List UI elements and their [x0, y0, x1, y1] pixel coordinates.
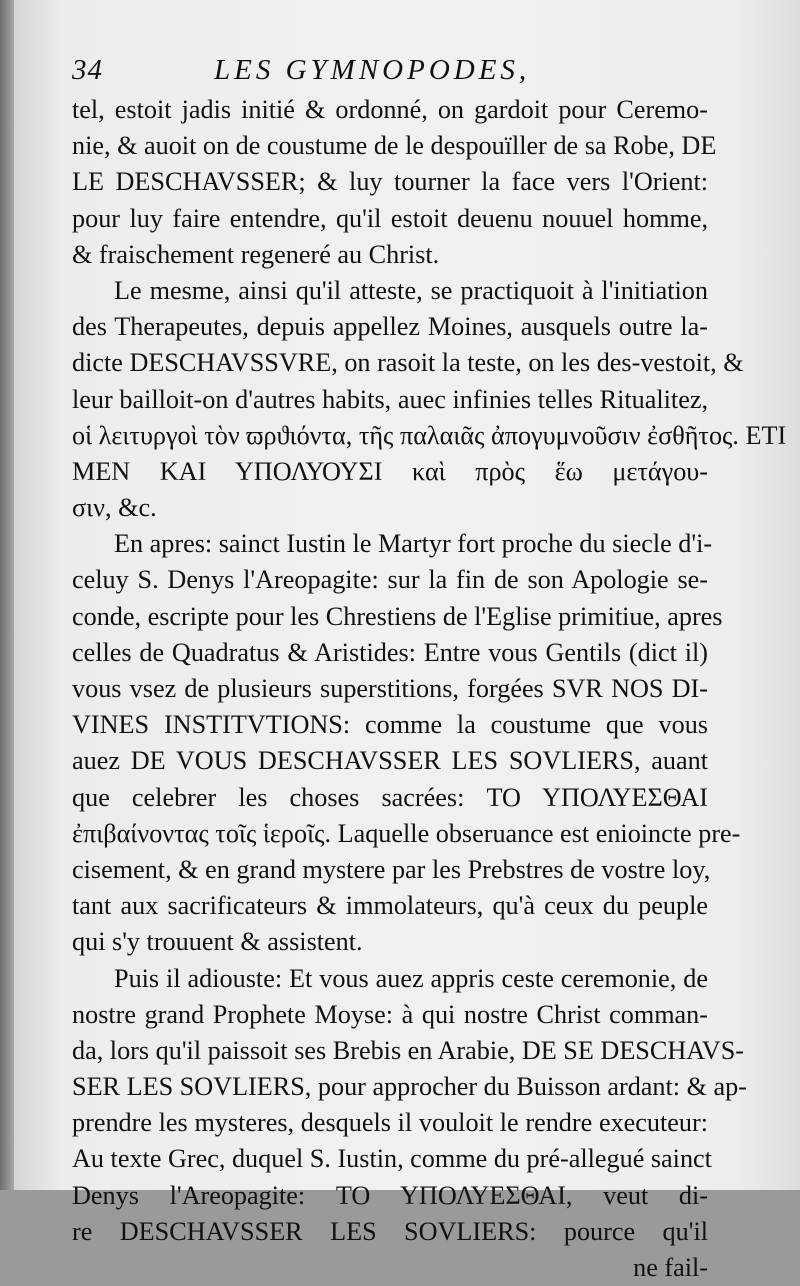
text-line: Au texte Grec, duquel S. Iustin, comme du pré-allegué sainct: [72, 1144, 712, 1174]
page-number: 34: [72, 54, 103, 86]
text-line: tant aux sacrificateurs & immolateurs, qu'à ceux du peuple: [72, 891, 708, 921]
running-title: LES GYMNOPODES,: [214, 54, 531, 86]
text-line: ΜΕΝ ΚΑΙ ΥΠΟΛΥΟΥΣΙ καὶ πρὸς ἕω μετάγου-: [72, 456, 708, 486]
text-line: LE DESCHAVSSER; & luy tourner la face vers l'Orient:: [72, 167, 708, 197]
text-line: vous vsez de plusieurs superstitions, forgées SVR NOS DI-: [72, 674, 708, 703]
text-line: nostre grand Prophete Moyse: à qui nostre Christ comman-: [72, 999, 708, 1029]
text-line: Le mesme, ainsi qu'il atteste, se practiquoit à l'initiation: [114, 275, 708, 305]
catchword: ne fail-: [633, 1253, 708, 1282]
text-line: Puis il adiouste: Et vous auez appris ceste ceremonie, de: [114, 963, 708, 993]
text-line: celuy S. Denys l'Areopagite: sur la fin de son Apologie se-: [72, 565, 708, 595]
text-line: auez DE VOUS DESCHAVSSER LES SOVLIERS, auant: [72, 746, 708, 776]
text-line: nie, & auoit on de coustume de le despouïller de sa Robe, DE: [72, 131, 717, 161]
text-line: qui s'y trouuent & assistent.: [72, 927, 363, 957]
book-gutter: [0, 0, 14, 1190]
text-line: des Therapeutes, depuis appellez Moines, ausquels outre la-: [72, 312, 708, 342]
text-line: re DESCHAVSSER LES SOVLIERS: pource qu'il: [72, 1216, 708, 1246]
text-line: οἱ λειτυργοὶ τὸν ϖρϑιόντα, τῆς παλαιᾶς ἀπογυμνοῦσιν ἐσθῆτος. ΕΤΙ: [72, 420, 787, 450]
text-line: pour luy faire entendre, qu'il estoit deuenu nouuel homme,: [72, 203, 708, 233]
text-line: da, lors qu'il paissoit ses Brebis en Arabie, DE SE DESCHAVS-: [72, 1035, 744, 1065]
text-line: celles de Quadratus & Aristides: Entre vous Gentils (dict il): [72, 637, 708, 667]
text-line: prendre les mysteres, desquels il vouloit le rendre executeur:: [72, 1108, 708, 1138]
text-line: Denys l'Areopagite: ΤΟ ΥΠΟΛΥΕΣΘΑΙ, veut di-: [72, 1180, 708, 1210]
text-line: cisement, & en grand mystere par les Prebstres de vostre loy,: [72, 854, 711, 884]
body-text: [72, 92, 787, 1286]
text-line: dicte DESCHAVSSVRE, on rasoit la teste, on les des-vestoit, &: [72, 348, 744, 378]
text-line: SER LES SOVLIERS, pour approcher du Buisson ardant: & ap-: [72, 1072, 747, 1102]
text-line: conde, escripte pour les Chrestiens de l'Eglise primitiue, apres: [72, 601, 723, 631]
text-line: En apres: sainct Iustin le Martyr fort proche du siecle d'i-: [114, 529, 713, 559]
text-line: σιν, &c.: [72, 493, 157, 523]
text-line: leur bailloit-on d'autres habits, auec infinies telles Ritualitez,: [72, 384, 708, 414]
text-line: ἐπιβαίνοντας τοῖς ἱεροῖς. Laquelle obseruance est enioincte pre-: [72, 818, 741, 848]
text-line: tel, estoit jadis initié & ordonné, on gardoit pour Ceremo-: [72, 95, 708, 124]
text-line: & fraischement regeneré au Christ.: [72, 239, 440, 269]
text-line: VINES INSTITVTIONS: comme la coustume que vous: [72, 710, 708, 740]
text-line: que celebrer les choses sacrées: ΤΟ ΥΠΟΛΥΕΣΘΑΙ: [72, 782, 708, 812]
running-header: [72, 50, 712, 94]
